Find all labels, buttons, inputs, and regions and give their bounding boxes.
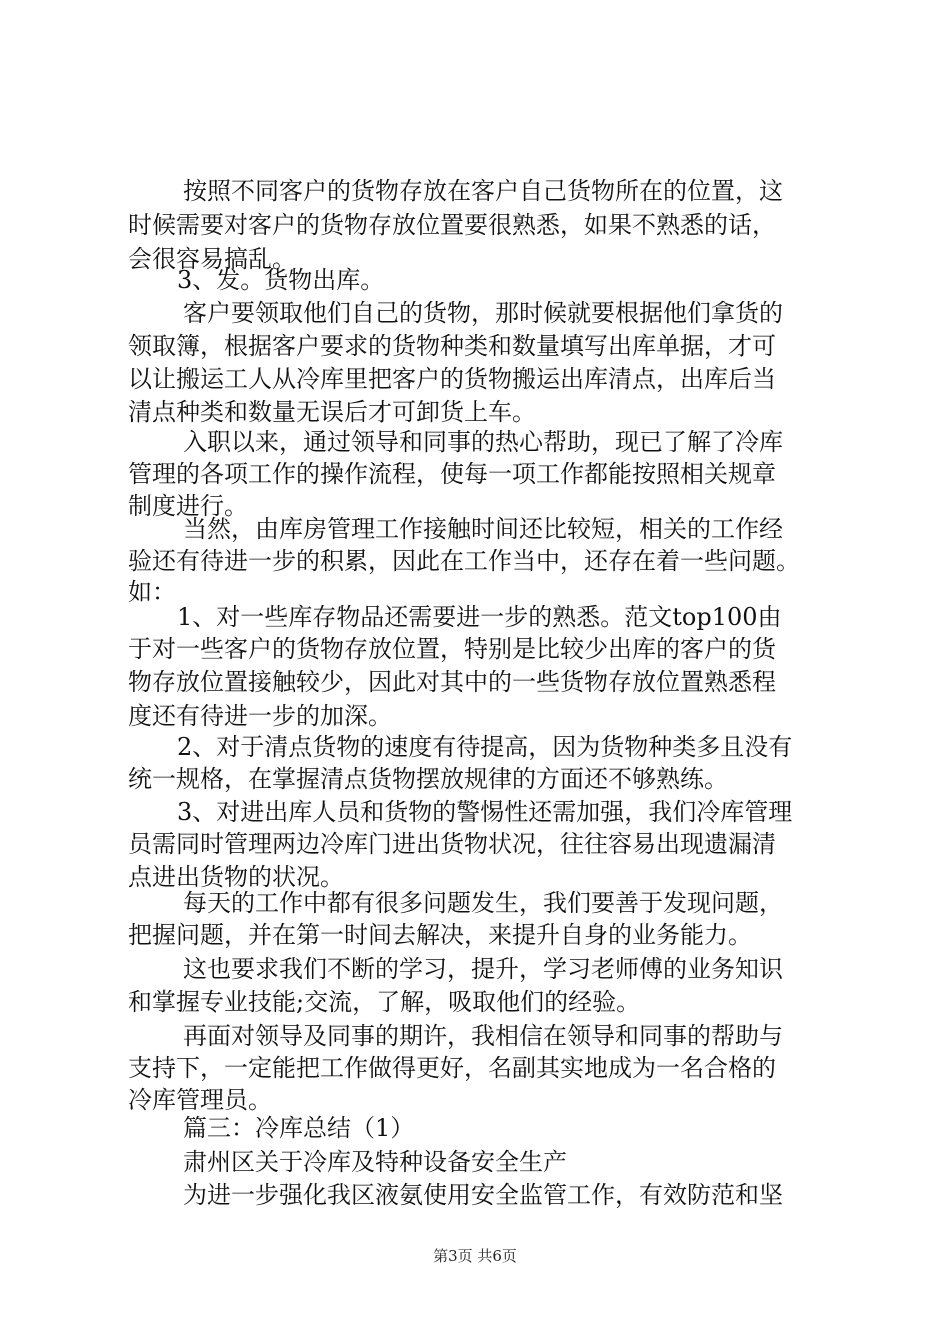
text-line: 3、发。货物出库。 bbox=[177, 266, 385, 294]
text-line: 和掌握专业技能;交流，了解，吸取他们的经验。 bbox=[128, 988, 641, 1016]
text-line: 客户要领取他们自己的货物，那时候就要根据他们拿货的 bbox=[183, 299, 783, 327]
text-line: 清点种类和数量无误后才可卸货上车。 bbox=[128, 398, 536, 426]
text-line: 3、对进出库人员和货物的警惕性还需加强，我们冷库管理 bbox=[177, 798, 793, 826]
text-line: 如： bbox=[128, 578, 176, 606]
text-line: 按照不同客户的货物存放在客户自己货物所在的位置，这 bbox=[183, 177, 783, 205]
text-line: 支持下，一定能把工作做得更好，名副其实地成为一名合格的 bbox=[128, 1054, 776, 1082]
text-line: 制度进行。 bbox=[128, 492, 248, 520]
text-line: 时候需要对客户的货物存放位置要很熟悉，如果不熟悉的话， bbox=[128, 211, 776, 239]
text-line: 度还有待进一步的加深。 bbox=[128, 702, 392, 730]
text-line: 管理的各项工作的操作流程，使每一项工作都能按照相关规章 bbox=[128, 460, 776, 488]
text-line: 篇三：冷库总结（1） bbox=[183, 1114, 415, 1142]
text-line: 领取簿，根据客户要求的货物种类和数量填写出库单据，才可 bbox=[128, 332, 776, 360]
text-line: 为进一步强化我区液氨使用安全监管工作，有效防范和坚 bbox=[183, 1181, 783, 1209]
text-line: 物存放位置接触较少，因此对其中的一些货物存放位置熟悉程 bbox=[128, 668, 776, 696]
text-line: 把握问题，并在第一时间去解决，来提升自身的业务能力。 bbox=[128, 921, 752, 949]
text-line: 每天的工作中都有很多问题发生，我们要善于发现问题， bbox=[183, 889, 783, 917]
text-line: 这也要求我们不断的学习，提升，学习老师傅的业务知识 bbox=[183, 955, 783, 983]
text-line: 2、对于清点货物的速度有待提高，因为货物种类多且没有 bbox=[177, 733, 793, 761]
text-line: 1、对一些库存物品还需要进一步的熟悉。范文top100由 bbox=[177, 603, 782, 631]
text-line: 员需同时管理两边冷库门进出货物状况，往往容易出现遗漏清 bbox=[128, 830, 776, 858]
page-number-footer: 第3页 共6页 bbox=[433, 1247, 517, 1265]
text-line: 点进出货物的状况。 bbox=[128, 863, 344, 891]
text-line: 冷库管理员。 bbox=[128, 1086, 272, 1114]
text-line: 验还有待进一步的积累，因此在工作当中，还存在着一些问题。 bbox=[128, 547, 800, 575]
text-line: 以让搬运工人从冷库里把客户的货物搬运出库清点，出库后当 bbox=[128, 365, 776, 393]
text-line: 当然，由库房管理工作接触时间还比较短，相关的工作经 bbox=[183, 515, 783, 543]
text-line: 肃州区关于冷库及特种设备安全生产 bbox=[183, 1148, 567, 1176]
text-line: 于对一些客户的货物存放位置，特别是比较少出库的客户的货 bbox=[128, 635, 776, 663]
text-line: 会很容易搞乱。 bbox=[128, 245, 296, 273]
text-line: 入职以来，通过领导和同事的热心帮助，现已了解了冷库 bbox=[183, 428, 783, 456]
text-line: 再面对领导及同事的期许，我相信在领导和同事的帮助与 bbox=[183, 1022, 783, 1050]
text-line: 统一规格，在掌握清点货物摆放规律的方面还不够熟练。 bbox=[128, 765, 728, 793]
